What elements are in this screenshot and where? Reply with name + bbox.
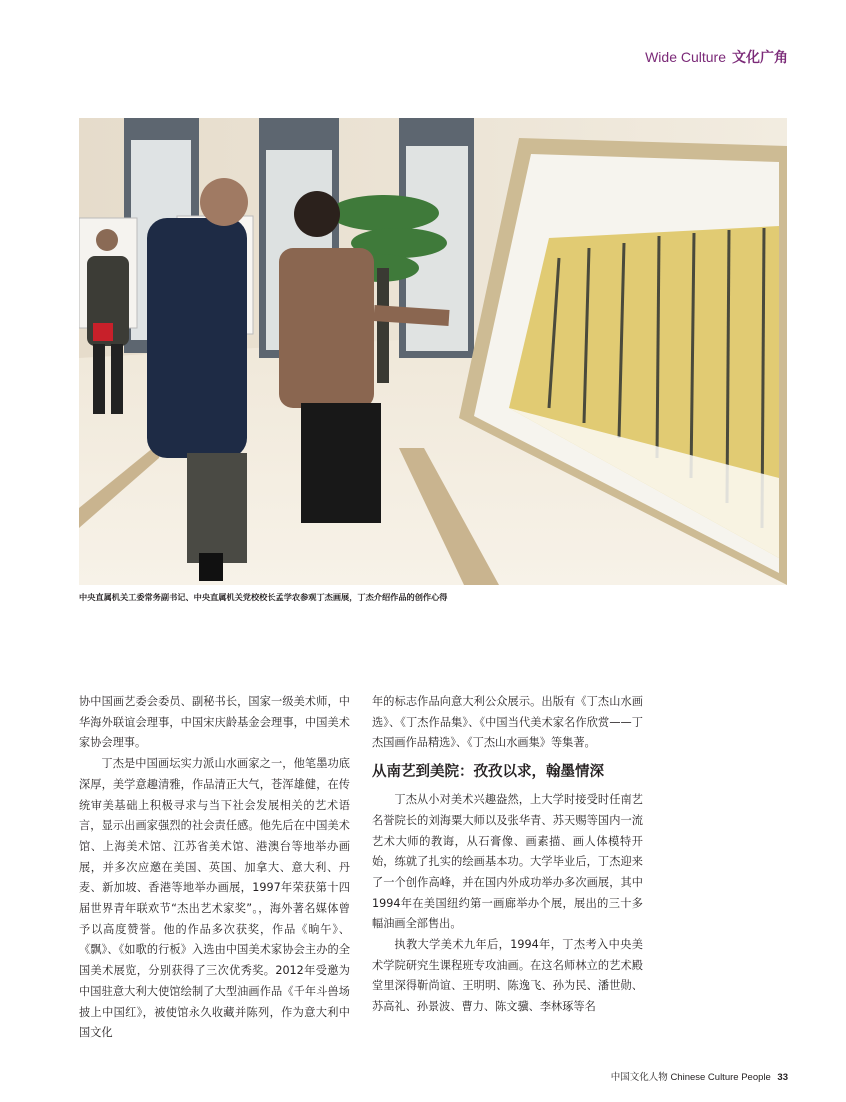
exhibition-photo-illustration (79, 118, 787, 585)
footer-publication-en: Chinese Culture People (670, 1072, 771, 1083)
paragraph: 协中国画艺委会委员、副秘书长，国家一级美术师，中华海外联谊会理事，中国宋庆龄基金会理事，中国美术家协会理事。 (79, 695, 350, 750)
paragraph: 丁杰是中国画坛实力派山水画家之一，他笔墨功底深厚，美学意趣清雅，作品清正大气，苍浑雄健，在传统审美基础上积极寻求与当下社会发展相关的艺术语言，显示出画家强烈的社会责任感。他先后在中国美术馆、上海美术馆、江苏省美术馆、港澳台等地举办画展，并多次应邀在美国、英国、加拿大、意大利、丹麦、新加坡、香港等地举办画展，1997年荣获第十四届世界青年联欢节“杰出艺术家奖”。，海外著名媒体曾予以高度赞誉。他的作品多次获奖，作品《晌午》、《飘》、《如歌的行板》入选由中国美术家协会主办的全国美术展览，分别获得了三次优秀奖。2012年受邀为中国驻意大利大使馆绘制了大型油画作品《千年斗兽场披上中国红》，被使馆永久收藏并陈列，作为意大利中国文化 (79, 757, 350, 1040)
paragraph: 丁杰从小对美术兴趣盎然，上大学时接受时任南艺名誉院长的刘海粟大师以及张华青、苏天赐等国内一流艺术大师的教诲，从石膏像、画素描、画人体模特开始，练就了扎实的绘画基本功。大学毕业后，丁杰迎来了一个创作高峰，并在国内外成功举办多次画展，其中1994年在美国纽约第一画廊举办个展，展出的三十多幅油画全部售出。 (372, 793, 643, 931)
paragraph: 年的标志作品向意大利公众展示。出版有《丁杰山水画选》、《丁杰作品集》、《中国当代美术家名作欣赏——丁杰国画作品精选》、《丁杰山水画集》等集著。 (372, 695, 643, 750)
exhibition-photo (79, 118, 787, 585)
paragraph: 执教大学美术九年后，1994年，丁杰考入中央美术学院研究生课程班专攻油画。在这名师林立的艺术殿堂里深得靳尚谊、王明明、陈逸飞、孙为民、潘世勋、苏高礼、孙景波、曹力、陈文骥、李林琢等名 (372, 938, 643, 1014)
left-column (79, 692, 350, 1044)
section-header (645, 47, 788, 67)
page-number: 33 (777, 1072, 788, 1083)
right-column (372, 692, 643, 1018)
photo-caption: 中央直属机关工委常务副书记、中央直属机关党校校长孟学农参观丁杰画展，丁杰介绍作品的创作心得 (79, 592, 448, 602)
section-header-en: Wide Culture (645, 49, 726, 65)
page-footer (611, 1069, 788, 1083)
section-subheading: 从南艺到美院：孜孜以求，翰墨情深 (372, 764, 604, 781)
footer-publication-zh: 中国文化人物 (610, 1072, 668, 1083)
section-header-zh: 文化广角 (732, 50, 788, 66)
